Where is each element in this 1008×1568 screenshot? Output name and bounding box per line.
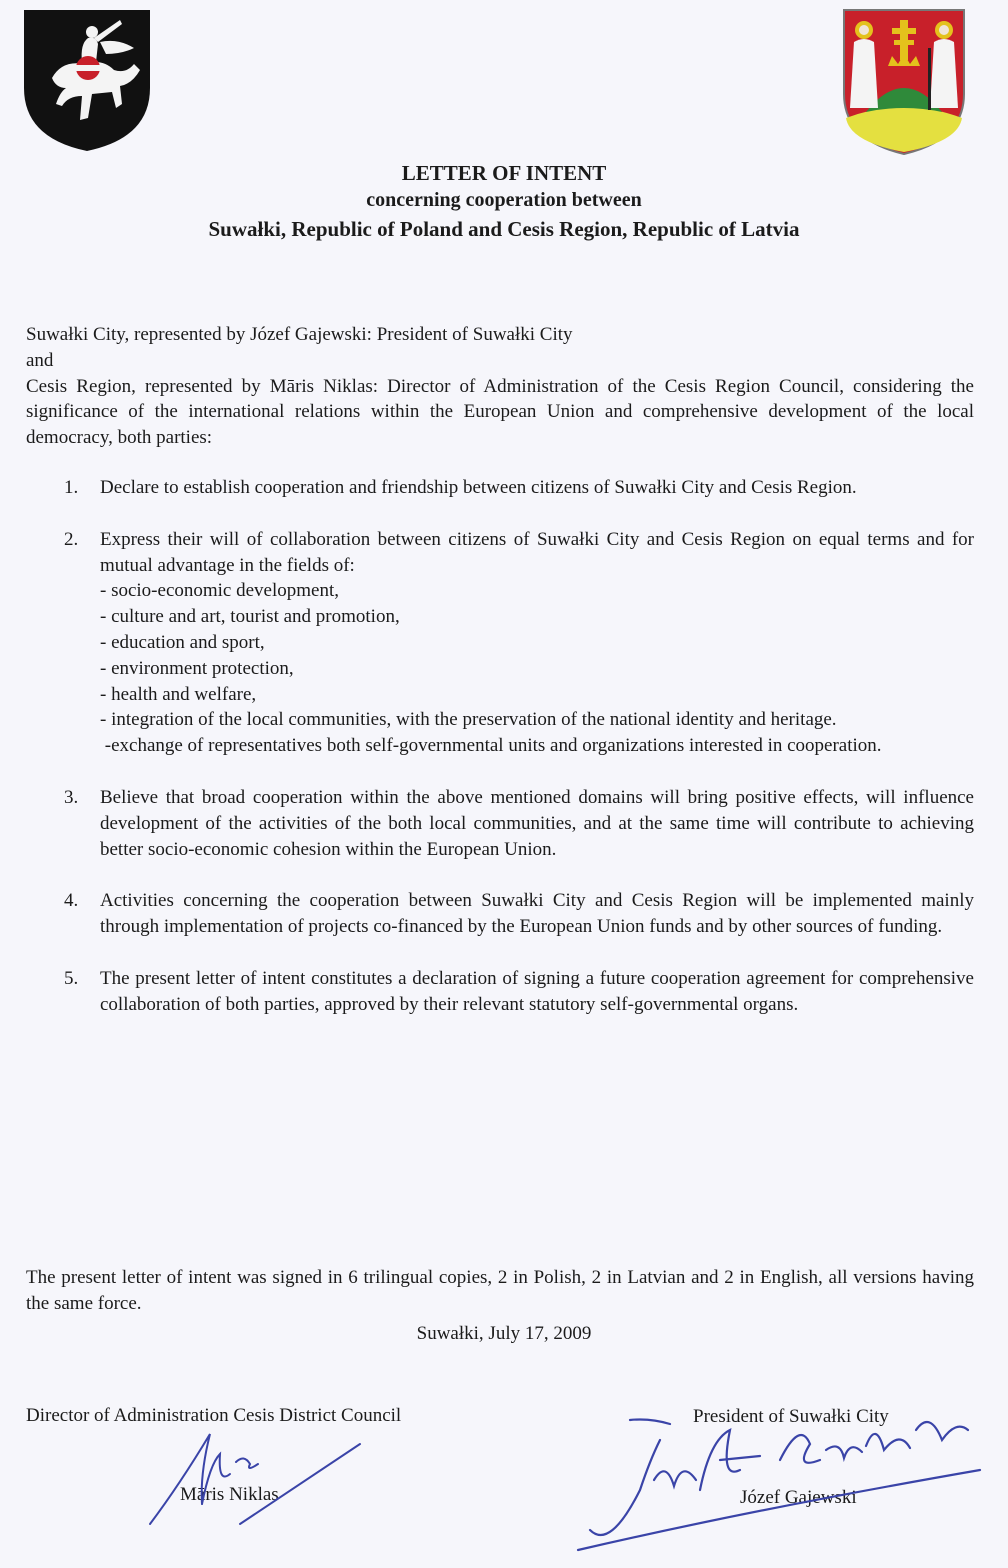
point-text: Believe that broad cooperation within the above mentioned domains will bring positive effects, will influence development of the activities of the both local communities, and at the same time will contribute to achieving better socio-economic cohesion within the European Union. xyxy=(100,786,974,860)
field-item: - education and sport, xyxy=(100,631,265,653)
point-text: Activities concerning the cooperation between Suwałki City and Cesis Region will be implemented mainly through implementation of projects co-financed by the European Union funds and by other sources of funding. xyxy=(100,890,974,938)
field-item: - health and welfare, xyxy=(100,683,257,705)
document-title-block xyxy=(0,160,1008,244)
point-item xyxy=(26,475,974,501)
point-text: Express their will of collaboration between citizens of Suwałki City and Cesis Region on equal terms and for mutual advantage in the fields of: xyxy=(100,528,974,576)
document-parties-line: Suwałki, Republic of Poland and Cesis Region, Republic of Latvia xyxy=(208,217,800,241)
intro-suwalki-representative: Suwałki City, represented by Józef Gajewski: President of Suwałki City xyxy=(26,324,573,345)
field-item: -exchange of representatives both self-governmental units and organizations interested in cooperation. xyxy=(100,735,882,757)
fields-list xyxy=(100,578,974,759)
point-item xyxy=(26,785,974,862)
left-signatory-name: Māris Niklas xyxy=(180,1484,279,1505)
field-item: - culture and art, tourist and promotion, xyxy=(100,606,400,628)
point-item xyxy=(26,888,974,940)
point-number: 4. xyxy=(64,890,79,912)
point-item xyxy=(26,966,974,1018)
field-item: - environment protection, xyxy=(100,657,294,679)
point-number: 5. xyxy=(64,967,79,989)
right-handwritten-signature xyxy=(570,1400,990,1560)
document-body xyxy=(26,322,974,1044)
point-text: Declare to establish cooperation and friendship between citizens of Suwałki City and Cesis Region. xyxy=(100,476,857,498)
intro-and: and xyxy=(26,349,54,371)
field-item: - socio-economic development, xyxy=(100,580,340,602)
point-text: The present letter of intent constitutes a declaration of signing a future cooperation agreement for comprehensive collaboration of both parties, approved by their relevant statutory self-governmental organs. xyxy=(100,967,974,1015)
point-number: 1. xyxy=(64,476,79,498)
document-title: LETTER OF INTENT xyxy=(401,161,607,185)
right-signatory-name: Józef Gajewski xyxy=(740,1487,857,1508)
intro-cesis-representative: Cesis Region, represented by Māris Niklas: Director of Administration of the Cesis Region Council, considering the significance of the international relations within the European Union and comprehensive development of the local democracy, both parties: xyxy=(26,375,974,449)
point-number: 3. xyxy=(64,786,79,808)
place-and-date: Suwałki, July 17, 2009 xyxy=(416,1323,592,1344)
right-signatory-title: President of Suwałki City xyxy=(693,1406,889,1427)
point-item xyxy=(26,527,974,759)
suwalki-coat-of-arms-icon xyxy=(842,8,966,156)
cesis-coat-of-arms-icon xyxy=(22,8,152,153)
field-item: - integration of the local communities, with the preservation of the national identity and heritage. xyxy=(100,709,837,731)
points-list xyxy=(26,475,974,1018)
document-subtitle: concerning cooperation between xyxy=(366,189,642,211)
left-handwritten-signature xyxy=(140,1424,370,1534)
left-signatory-title: Director of Administration Cesis District Council xyxy=(26,1405,402,1426)
closing-statement: The present letter of intent was signed in 6 trilingual copies, 2 in Polish, 2 in Latvian and 2 in English, all versions having the same force. xyxy=(26,1267,974,1314)
point-number: 2. xyxy=(64,528,79,550)
